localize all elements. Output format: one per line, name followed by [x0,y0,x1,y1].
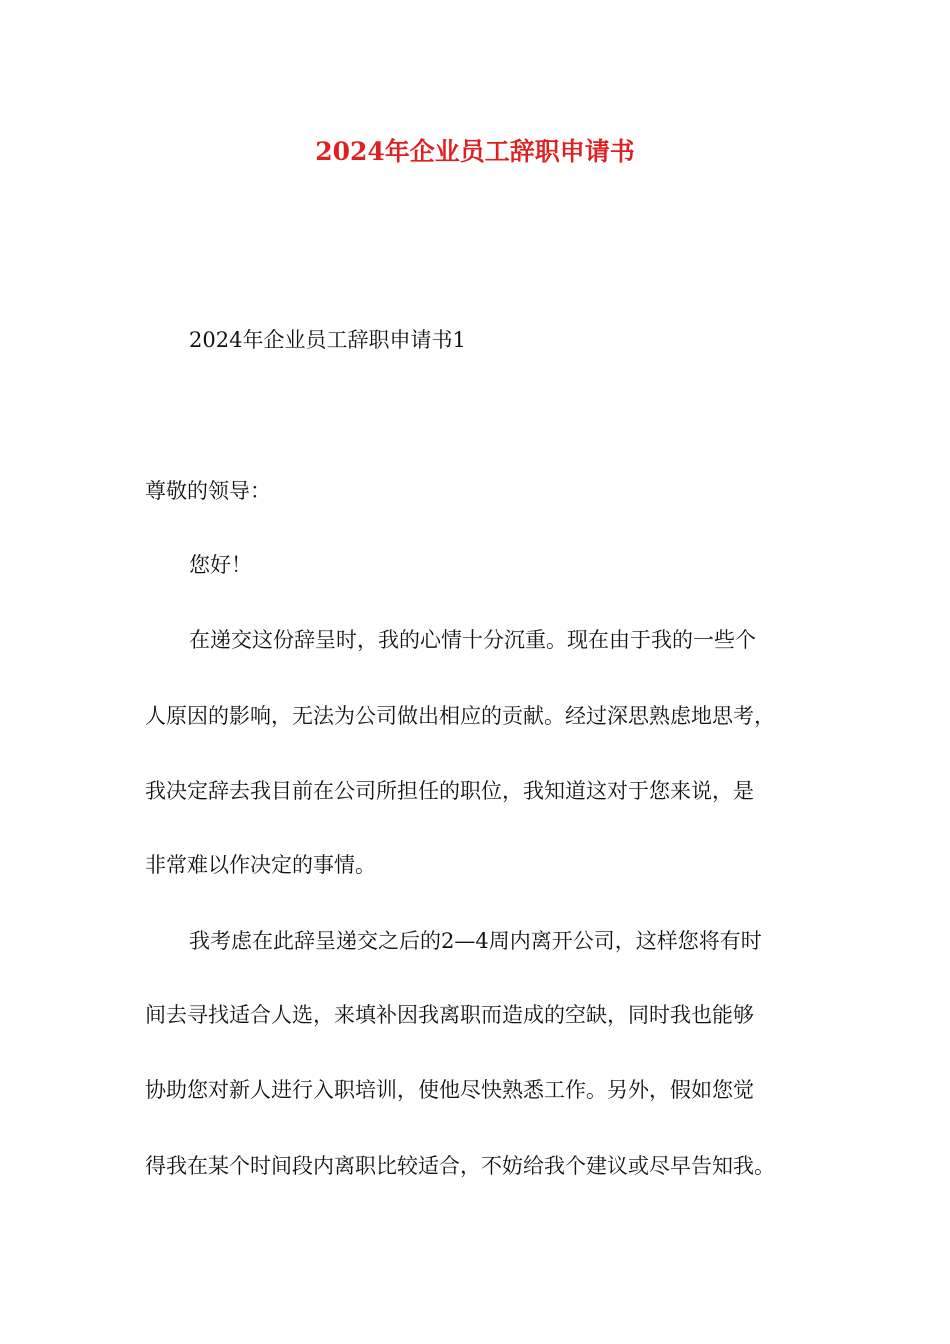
paragraph-2-line-1: 我考虑在此辞呈递交之后的2—4周内离开公司，这样您将有时 [189,929,762,953]
section-heading: 2024年企业员工辞职申请书1 [189,328,466,352]
paragraph-2-line-2: 间去寻找适合人选，来填补因我离职而造成的空缺，同时我也能够 [145,1003,754,1027]
paragraph-1-line-1: 在递交这份辞呈时，我的心情十分沉重。现在由于我的一些个 [189,628,756,652]
paragraph-2-line-3: 协助您对新人进行入职培训，使他尽快熟悉工作。另外，假如您觉 [145,1078,754,1102]
salutation: 尊敬的领导： [145,479,271,503]
paragraph-1-line-3: 我决定辞去我目前在公司所担任的职位，我知道这对于您来说，是 [145,779,754,803]
paragraph-1-line-4: 非常难以作决定的事情。 [145,853,376,877]
greeting: 您好！ [189,553,252,577]
paragraph-1-line-2: 人原因的影响，无法为公司做出相应的贡献。经过深思熟虑地思考， [145,704,775,728]
paragraph-2-line-4: 得我在某个时间段内离职比较适合，不妨给我个建议或尽早告知我。 [145,1154,775,1178]
document-title: 2024年企业员工辞职申请书 [315,137,635,166]
